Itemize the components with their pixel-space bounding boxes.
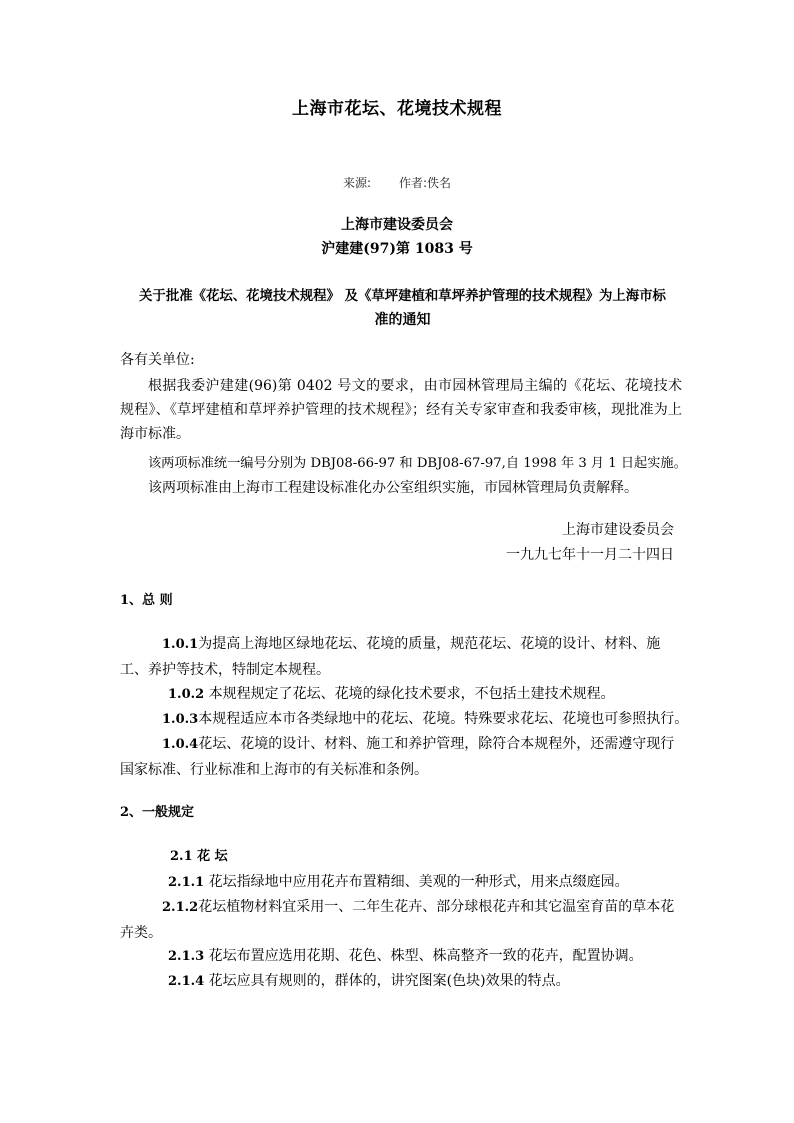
clause-number: 2.1.1 [168, 875, 205, 890]
clause-number: 1.0.1 [162, 637, 199, 652]
signature-org: 上海市建设委员会 [562, 522, 674, 538]
clause-2-1-4 [120, 969, 682, 995]
clause-text: 花坛植物材料宜采用一、二年生花卉、部分球根花卉和其它温室育苗的草本花卉类。 [120, 899, 675, 941]
clause-text: 本规程适应本市各类绿地中的花坛、花境。特殊要求花坛、花境也可参照执行。 [198, 711, 689, 727]
clause-number: 2.1.2 [162, 900, 199, 915]
signature-date: 一九九七年十一月二十四日 [506, 547, 674, 563]
clause-2-1-2 [120, 895, 682, 945]
clause-1-0-4 [120, 732, 682, 782]
clause-number: 1.0.2 [168, 687, 205, 702]
source-label: 来源: [342, 176, 371, 190]
section-2-1-heading: 2.1 花 坛 [170, 849, 228, 864]
notice-title-line1: 关于批准《花坛、花境技术规程》 及《草坪建植和草坪养护管理的技术规程》为上海市标 [139, 288, 666, 304]
clause-number: 2.1.3 [168, 949, 205, 964]
document-title: 上海市花坛、花境技术规程 [292, 99, 502, 119]
salutation: 各有关单位: [120, 352, 195, 368]
clause-number: 2.1.4 [168, 974, 205, 989]
body-paragraph-1: 根据我委沪建建(96)第 0402 号文的要求，由市园林管理局主编的《花坛、花境技术规程》、《草坪建植和草坪养护管理的技术规程》；经有关专家审查和我委审核，现批准为上海市标准。 [120, 378, 682, 442]
section-2-heading: 2、一般规定 [120, 805, 195, 820]
clause-2-1-3 [120, 944, 682, 970]
clause-number: 1.0.4 [162, 737, 199, 752]
source-author-line [0, 174, 794, 192]
clause-text: 本规程规定了花坛、花境的绿化技术要求，不包括土建技术规程。 [204, 686, 615, 702]
issuer-name: 上海市建设委员会 [341, 217, 453, 233]
clause-1-0-3 [120, 707, 689, 733]
clause-text: 花坛布置应选用花期、花色、株型、株高整齐一致的花卉，配置协调。 [204, 948, 643, 964]
body-paragraph-2: 该两项标准统一编号分别为 DBJ08-66-97 和 DBJ08-67-97,自 1998 年 3 月 1 日起实施。 [148, 456, 687, 471]
clause-1-0-1 [120, 632, 682, 682]
clause-number: 1.0.3 [162, 712, 199, 727]
clause-text: 花坛指绿地中应用花卉布置精细、美观的一种形式，用来点缀庭园。 [204, 874, 629, 890]
clause-text: 花坛应具有规则的，群体的，讲究图案(色块)效果的特点。 [204, 973, 570, 989]
clause-text: 花坛、花境的设计、材料、施工和养护管理，除符合本规程外，还需遵守现行国家标准、行业标准和上海市的有关标准和条例。 [120, 736, 675, 778]
section-1-heading: 1、总 则 [120, 593, 173, 608]
notice-title-line2: 准的通知 [374, 312, 431, 328]
clause-2-1-1 [120, 870, 682, 896]
body-paragraph-3: 该两项标准由上海市工程建设标准化办公室组织实施，市园林管理局负责解释。 [148, 480, 638, 496]
clause-1-0-2 [120, 682, 682, 708]
author-label: 作者:佚名 [399, 176, 452, 190]
clause-text: 为提高上海地区绿地花坛、花境的质量，规范花坛、花境的设计、材料、施工、养护等技术，特制定本规程。 [120, 636, 661, 678]
notice-title [120, 284, 685, 332]
document-number: 沪建建(97)第 1083 号 [321, 241, 473, 257]
